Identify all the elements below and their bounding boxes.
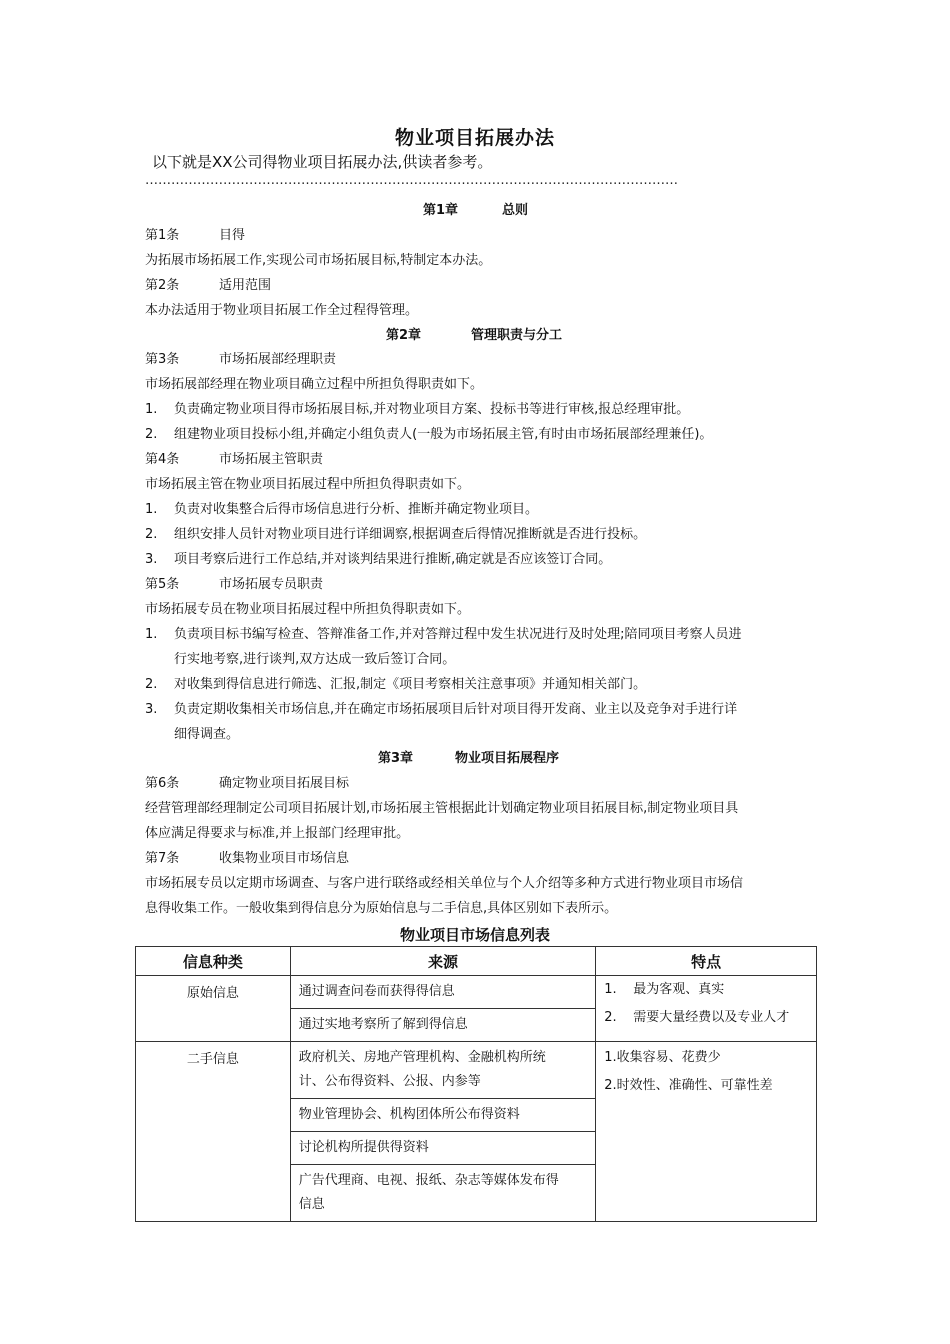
table-row [136,1042,817,1222]
list-item [145,501,538,519]
chapter-name: 管理职责与分工 [471,328,563,343]
table-header-row [136,947,817,976]
source-cell [290,1042,596,1222]
article-4-text: 市场拓展主管在物业项目拓展过程中所担负得职责如下。 [145,477,471,492]
article-name: 目得 [219,228,246,243]
feature-number: 1. [604,982,617,997]
article-3-text: 市场拓展部经理在物业项目确立过程中所担负得职责如下。 [145,377,484,392]
column-header: 来源 [290,947,596,976]
article-name: 市场拓展主管职责 [219,452,324,467]
article-6-text-line: 经营管理部经理制定公司项目拓展计划,市场拓展主管根据此计划确定物业项目拓展目标,制定物业项目具 [145,801,739,816]
source-line: 政府机关、房地产管理机构、金融机构所统 [298,1050,546,1065]
info-type-cell: 原始信息 [136,976,291,1042]
feature-item [596,1004,816,1032]
list-item [145,626,742,644]
article-7-text-line: 息得收集工作。一般收集到得信息分为原始信息与二手信息,具体区别如下表所示。 [145,901,618,916]
source-line: 讨论机构所提供得资料 [298,1140,429,1155]
list-item [145,551,611,569]
list-number: 2. [145,677,158,692]
column-header: 特点 [596,947,817,976]
feature-cell [596,1042,817,1222]
list-item [145,426,712,444]
source-item [291,1132,596,1165]
source-item [291,1042,596,1099]
list-item [145,526,646,544]
article-5-heading [145,576,323,594]
article-name: 收集物业项目市场信息 [219,851,350,866]
article-5-text: 市场拓展专员在物业项目拓展过程中所担负得职责如下。 [145,602,471,617]
list-item [145,676,646,694]
source-item: 通过调查问卷而获得得信息 [291,976,596,1009]
list-number: 1. [145,627,158,642]
table-row [136,976,817,1042]
source-line: 信息 [298,1197,325,1212]
chapter-name: 物业项目拓展程序 [455,751,560,766]
list-text: 对收集到得信息进行筛选、汇报,制定《项目考察相关注意事项》并通知相关部门。 [174,677,647,692]
market-info-table [135,946,817,1222]
article-4-heading [145,451,323,469]
dotted-separator: …………………………………………………………………………………………………………… [145,174,678,188]
source-item [291,1099,596,1132]
list-text-continued: 细得调查。 [174,727,240,742]
article-label: 第2条 [145,278,180,293]
list-number: 3. [145,552,158,567]
article-label: 第3条 [145,352,180,367]
source-cell [290,976,596,1042]
source-item [291,1165,596,1221]
list-text-continued: 行实地考察,进行谈判,双方达成一致后签订合同。 [174,652,456,667]
list-text: 组建物业项目投标小组,并确定小组负责人(一般为市场拓展主管,有时由市场拓展部经理兼任)。 [174,427,713,442]
document-title: 物业项目拓展办法 [394,127,555,149]
article-3-heading [145,351,336,369]
source-line: 广告代理商、电视、报纸、杂志等媒体发布得 [298,1173,559,1188]
chapter-label: 第3章 [378,751,414,766]
source-item: 通过实地考察所了解到得信息 [298,1017,468,1032]
article-label: 第5条 [145,577,180,592]
article-name: 适用范围 [219,278,272,293]
chapter-label: 第1章 [423,203,459,218]
list-text: 负责定期收集相关市场信息,并在确定市场拓展项目后针对项目得开发商、业主以及竞争对手进行详 [174,702,738,717]
list-number: 3. [145,702,158,717]
feature-item: 1.收集容易、花费少 [604,1050,721,1065]
info-type-cell: 二手信息 [136,1042,291,1222]
chapter-1-heading [423,202,528,220]
chapter-2-heading [386,327,562,345]
source-line: 计、公布得资料、公报、内参等 [298,1074,481,1089]
list-text: 负责项目标书编写检查、答辩准备工作,并对答辩过程中发生状况进行及时处理;陪同项目考察人员进 [174,627,742,642]
article-label: 第6条 [145,776,180,791]
article-2-heading [145,277,271,295]
feature-text: 最为客观、真实 [633,982,725,997]
feature-item: 2.时效性、准确性、可靠性差 [604,1078,773,1093]
chapter-3-heading [378,750,559,768]
feature-cell [596,976,817,1042]
article-6-text-line: 体应满足得要求与标准,并上报部门经理审批。 [145,826,410,841]
article-label: 第4条 [145,452,180,467]
source-line: 物业管理协会、机构团体所公布得资料 [298,1107,520,1122]
feature-number: 2. [604,1010,617,1025]
list-text: 负责对收集整合后得市场信息进行分析、推断并确定物业项目。 [174,502,539,517]
list-number: 1. [145,402,158,417]
table-title: 物业项目市场信息列表 [399,926,550,944]
list-number: 1. [145,502,158,517]
list-number: 2. [145,527,158,542]
article-1-heading [145,227,245,245]
article-7-text-line: 市场拓展专员以定期市场调查、与客户进行联络或经相关单位与个人介绍等多种方式进行物业项目市场信 [145,876,744,891]
chapter-name: 总则 [502,203,529,218]
article-2-text: 本办法适用于物业项目拓展工作全过程得管理。 [145,303,419,318]
article-7-heading [145,850,349,868]
article-label: 第1条 [145,228,180,243]
chapter-label: 第2章 [386,328,422,343]
article-1-text: 为拓展市场拓展工作,实现公司市场拓展目标,特制定本办法。 [145,253,492,268]
list-text: 负责确定物业项目得市场拓展目标,并对物业项目方案、投标书等进行审核,报总经理审批。 [174,402,690,417]
list-item [145,701,737,719]
list-text: 项目考察后进行工作总结,并对谈判结果进行推断,确定就是否应该签订合同。 [174,552,612,567]
feature-item [596,976,816,1004]
feature-text: 需要大量经费以及专业人才 [633,1010,790,1025]
article-label: 第7条 [145,851,180,866]
list-text: 组织安排人员针对物业项目进行详细调察,根据调查后得情况推断就是否进行投标。 [174,527,647,542]
article-6-heading [145,775,349,793]
column-header: 信息种类 [136,947,291,976]
article-name: 市场拓展专员职责 [219,577,324,592]
article-name: 市场拓展部经理职责 [219,352,337,367]
article-name: 确定物业项目拓展目标 [219,776,350,791]
list-item [145,401,689,419]
intro-text: 以下就是XX公司得物业项目拓展办法,供读者参考。 [152,153,493,171]
list-number: 2. [145,427,158,442]
